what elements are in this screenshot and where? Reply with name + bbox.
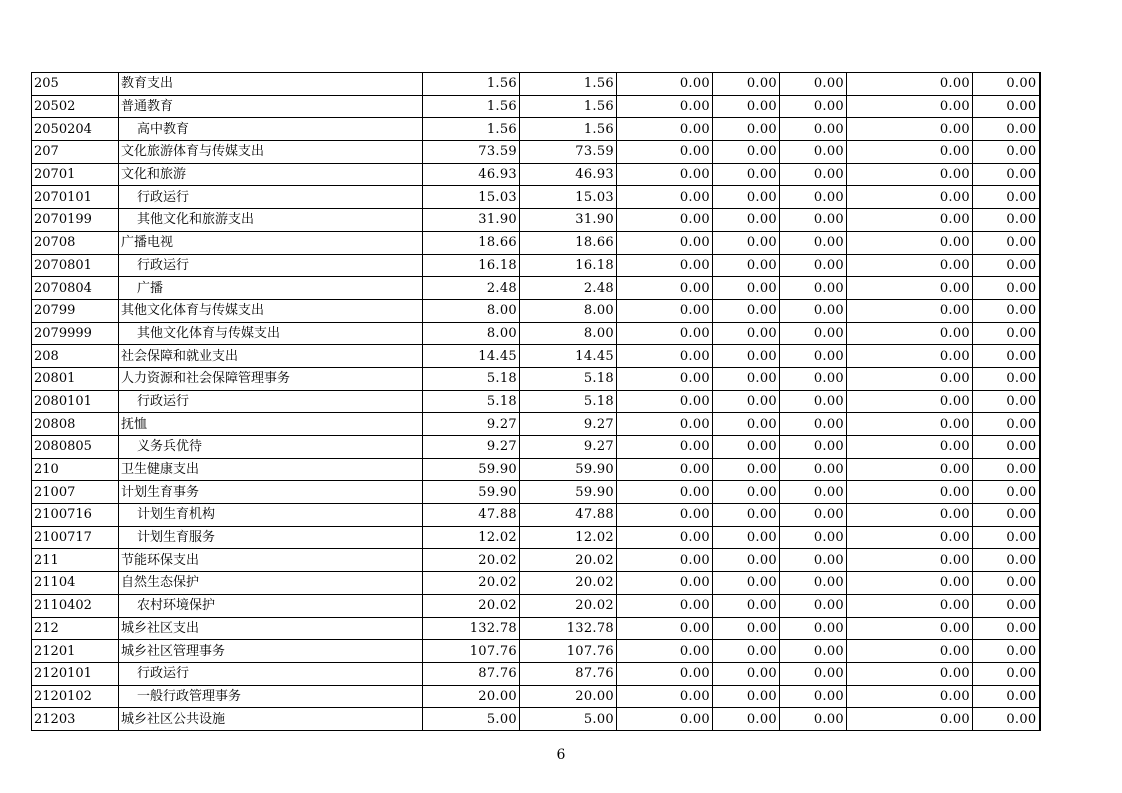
amount-cell: 15.03 [520, 186, 617, 209]
subject-name-cell: 广播电视 [119, 231, 423, 254]
subject-code-cell: 212 [32, 617, 119, 640]
amount-cell: 0.00 [973, 549, 1040, 572]
amount-cell: 0.00 [780, 549, 847, 572]
subject-name-cell: 其他文化体育与传媒支出 [119, 322, 423, 345]
amount-cell: 0.00 [713, 299, 780, 322]
amount-cell: 0.00 [617, 118, 713, 141]
amount-cell: 0.00 [713, 458, 780, 481]
table-row [32, 504, 1040, 527]
amount-cell: 0.00 [780, 73, 847, 96]
budget-table-container [31, 72, 1041, 731]
amount-cell: 73.59 [423, 141, 520, 164]
amount-cell: 8.00 [423, 299, 520, 322]
amount-cell: 0.00 [713, 231, 780, 254]
amount-cell: 0.00 [847, 436, 973, 459]
table-row [32, 186, 1040, 209]
subject-name-cell: 文化和旅游 [119, 163, 423, 186]
subject-code-cell: 2080101 [32, 390, 119, 413]
amount-cell: 0.00 [973, 640, 1040, 663]
amount-cell: 0.00 [780, 209, 847, 232]
amount-cell: 1.56 [423, 73, 520, 96]
subject-name-cell: 教育支出 [119, 73, 423, 96]
amount-cell: 107.76 [520, 640, 617, 663]
amount-cell: 0.00 [847, 95, 973, 118]
amount-cell: 0.00 [713, 708, 780, 731]
amount-cell: 0.00 [847, 254, 973, 277]
amount-cell: 31.90 [423, 209, 520, 232]
amount-cell: 0.00 [713, 390, 780, 413]
subject-code-cell: 20801 [32, 367, 119, 390]
amount-cell: 0.00 [780, 277, 847, 300]
amount-cell: 0.00 [780, 254, 847, 277]
amount-cell: 0.00 [973, 458, 1040, 481]
table-row [32, 458, 1040, 481]
subject-code-cell: 2100717 [32, 526, 119, 549]
amount-cell: 0.00 [973, 367, 1040, 390]
amount-cell: 0.00 [713, 685, 780, 708]
amount-cell: 0.00 [713, 413, 780, 436]
amount-cell: 8.00 [423, 322, 520, 345]
amount-cell: 5.18 [423, 390, 520, 413]
subject-name-cell: 城乡社区公共设施 [119, 708, 423, 731]
amount-cell: 0.00 [973, 617, 1040, 640]
amount-cell: 0.00 [617, 504, 713, 527]
amount-cell: 0.00 [973, 594, 1040, 617]
amount-cell: 0.00 [973, 708, 1040, 731]
subject-code-cell: 205 [32, 73, 119, 96]
amount-cell: 0.00 [847, 209, 973, 232]
subject-name-cell: 节能环保支出 [119, 549, 423, 572]
amount-cell: 47.88 [423, 504, 520, 527]
table-row [32, 277, 1040, 300]
amount-cell: 0.00 [973, 73, 1040, 96]
table-row [32, 118, 1040, 141]
amount-cell: 0.00 [780, 231, 847, 254]
amount-cell: 8.00 [520, 322, 617, 345]
amount-cell: 0.00 [617, 594, 713, 617]
amount-cell: 0.00 [780, 685, 847, 708]
subject-code-cell: 207 [32, 141, 119, 164]
table-row [32, 322, 1040, 345]
amount-cell: 18.66 [520, 231, 617, 254]
amount-cell: 0.00 [973, 231, 1040, 254]
amount-cell: 0.00 [973, 299, 1040, 322]
amount-cell: 0.00 [713, 254, 780, 277]
subject-name-cell: 高中教育 [119, 118, 423, 141]
amount-cell: 46.93 [423, 163, 520, 186]
amount-cell: 0.00 [713, 526, 780, 549]
table-row [32, 662, 1040, 685]
amount-cell: 0.00 [713, 640, 780, 663]
amount-cell: 0.00 [973, 345, 1040, 368]
table-row [32, 685, 1040, 708]
amount-cell: 0.00 [847, 685, 973, 708]
amount-cell: 0.00 [780, 526, 847, 549]
amount-cell: 0.00 [713, 186, 780, 209]
subject-name-cell: 人力资源和社会保障管理事务 [119, 367, 423, 390]
subject-code-cell: 2070199 [32, 209, 119, 232]
amount-cell: 0.00 [713, 277, 780, 300]
subject-name-cell: 行政运行 [119, 390, 423, 413]
amount-cell: 0.00 [780, 572, 847, 595]
subject-name-cell: 抚恤 [119, 413, 423, 436]
subject-code-cell: 20502 [32, 95, 119, 118]
amount-cell: 0.00 [973, 163, 1040, 186]
amount-cell: 0.00 [780, 390, 847, 413]
amount-cell: 0.00 [617, 390, 713, 413]
table-row [32, 390, 1040, 413]
subject-code-cell: 20808 [32, 413, 119, 436]
subject-name-cell: 社会保障和就业支出 [119, 345, 423, 368]
subject-name-cell: 普通教育 [119, 95, 423, 118]
amount-cell: 0.00 [713, 617, 780, 640]
table-row [32, 549, 1040, 572]
amount-cell: 0.00 [617, 163, 713, 186]
subject-code-cell: 21007 [32, 481, 119, 504]
amount-cell: 47.88 [520, 504, 617, 527]
subject-code-cell: 20799 [32, 299, 119, 322]
amount-cell: 0.00 [780, 436, 847, 459]
amount-cell: 0.00 [847, 662, 973, 685]
amount-cell: 18.66 [423, 231, 520, 254]
table-row [32, 73, 1040, 96]
amount-cell: 0.00 [847, 617, 973, 640]
amount-cell: 15.03 [423, 186, 520, 209]
subject-code-cell: 2070804 [32, 277, 119, 300]
amount-cell: 0.00 [617, 526, 713, 549]
amount-cell: 5.00 [423, 708, 520, 731]
amount-cell: 12.02 [520, 526, 617, 549]
amount-cell: 0.00 [713, 118, 780, 141]
amount-cell: 0.00 [847, 322, 973, 345]
amount-cell: 14.45 [423, 345, 520, 368]
table-row [32, 345, 1040, 368]
amount-cell: 14.45 [520, 345, 617, 368]
amount-cell: 59.90 [423, 458, 520, 481]
amount-cell: 0.00 [847, 390, 973, 413]
amount-cell: 0.00 [617, 367, 713, 390]
amount-cell: 0.00 [973, 141, 1040, 164]
amount-cell: 1.56 [423, 95, 520, 118]
amount-cell: 0.00 [780, 708, 847, 731]
table-body [32, 73, 1040, 731]
amount-cell: 0.00 [617, 141, 713, 164]
amount-cell: 20.02 [423, 594, 520, 617]
amount-cell: 0.00 [973, 413, 1040, 436]
subject-code-cell: 208 [32, 345, 119, 368]
amount-cell: 0.00 [780, 594, 847, 617]
subject-name-cell: 行政运行 [119, 254, 423, 277]
amount-cell: 0.00 [847, 367, 973, 390]
amount-cell: 20.00 [520, 685, 617, 708]
subject-code-cell: 21201 [32, 640, 119, 663]
amount-cell: 0.00 [617, 73, 713, 96]
amount-cell: 0.00 [713, 436, 780, 459]
amount-cell: 0.00 [973, 118, 1040, 141]
amount-cell: 0.00 [780, 481, 847, 504]
amount-cell: 0.00 [780, 163, 847, 186]
amount-cell: 0.00 [973, 186, 1040, 209]
subject-name-cell: 行政运行 [119, 662, 423, 685]
amount-cell: 0.00 [973, 504, 1040, 527]
table-row [32, 436, 1040, 459]
table-row [32, 481, 1040, 504]
amount-cell: 0.00 [713, 662, 780, 685]
amount-cell: 59.90 [423, 481, 520, 504]
subject-code-cell: 2070801 [32, 254, 119, 277]
amount-cell: 0.00 [780, 617, 847, 640]
amount-cell: 0.00 [847, 141, 973, 164]
subject-code-cell: 2079999 [32, 322, 119, 345]
amount-cell: 16.18 [520, 254, 617, 277]
amount-cell: 0.00 [847, 231, 973, 254]
amount-cell: 0.00 [713, 141, 780, 164]
amount-cell: 0.00 [973, 322, 1040, 345]
subject-code-cell: 20701 [32, 163, 119, 186]
subject-code-cell: 2120102 [32, 685, 119, 708]
amount-cell: 0.00 [847, 73, 973, 96]
amount-cell: 5.00 [520, 708, 617, 731]
subject-code-cell: 2050204 [32, 118, 119, 141]
amount-cell: 59.90 [520, 458, 617, 481]
amount-cell: 0.00 [780, 640, 847, 663]
amount-cell: 73.59 [520, 141, 617, 164]
amount-cell: 0.00 [780, 662, 847, 685]
amount-cell: 0.00 [713, 594, 780, 617]
amount-cell: 0.00 [780, 367, 847, 390]
subject-code-cell: 2070101 [32, 186, 119, 209]
amount-cell: 0.00 [973, 526, 1040, 549]
amount-cell: 12.02 [423, 526, 520, 549]
amount-cell: 132.78 [423, 617, 520, 640]
amount-cell: 1.56 [520, 118, 617, 141]
table-row [32, 254, 1040, 277]
amount-cell: 9.27 [423, 413, 520, 436]
table-row [32, 572, 1040, 595]
amount-cell: 0.00 [847, 572, 973, 595]
amount-cell: 1.56 [520, 73, 617, 96]
amount-cell: 0.00 [973, 572, 1040, 595]
subject-code-cell: 2080805 [32, 436, 119, 459]
amount-cell: 5.18 [423, 367, 520, 390]
amount-cell: 0.00 [973, 481, 1040, 504]
amount-cell: 0.00 [847, 504, 973, 527]
amount-cell: 0.00 [780, 458, 847, 481]
amount-cell: 0.00 [847, 526, 973, 549]
amount-cell: 0.00 [780, 118, 847, 141]
amount-cell: 0.00 [847, 413, 973, 436]
amount-cell: 0.00 [713, 504, 780, 527]
amount-cell: 5.18 [520, 367, 617, 390]
table-row [32, 209, 1040, 232]
amount-cell: 0.00 [617, 436, 713, 459]
amount-cell: 0.00 [617, 458, 713, 481]
subject-name-cell: 城乡社区支出 [119, 617, 423, 640]
amount-cell: 0.00 [617, 322, 713, 345]
amount-cell: 0.00 [780, 95, 847, 118]
amount-cell: 16.18 [423, 254, 520, 277]
amount-cell: 1.56 [520, 95, 617, 118]
subject-name-cell: 其他文化和旅游支出 [119, 209, 423, 232]
amount-cell: 0.00 [617, 413, 713, 436]
page-number: 6 [556, 747, 566, 763]
amount-cell: 0.00 [713, 209, 780, 232]
subject-name-cell: 卫生健康支出 [119, 458, 423, 481]
table-row [32, 640, 1040, 663]
amount-cell: 0.00 [617, 299, 713, 322]
subject-name-cell: 行政运行 [119, 186, 423, 209]
amount-cell: 9.27 [423, 436, 520, 459]
amount-cell: 0.00 [973, 277, 1040, 300]
subject-code-cell: 21203 [32, 708, 119, 731]
table-row [32, 231, 1040, 254]
subject-code-cell: 2100716 [32, 504, 119, 527]
amount-cell: 87.76 [520, 662, 617, 685]
amount-cell: 0.00 [973, 685, 1040, 708]
amount-cell: 0.00 [847, 549, 973, 572]
amount-cell: 0.00 [847, 640, 973, 663]
amount-cell: 0.00 [847, 708, 973, 731]
amount-cell: 0.00 [617, 708, 713, 731]
amount-cell: 0.00 [847, 163, 973, 186]
subject-code-cell: 211 [32, 549, 119, 572]
subject-name-cell: 计划生育服务 [119, 526, 423, 549]
amount-cell: 0.00 [780, 141, 847, 164]
amount-cell: 0.00 [780, 504, 847, 527]
subject-code-cell: 20708 [32, 231, 119, 254]
amount-cell: 0.00 [973, 95, 1040, 118]
amount-cell: 0.00 [617, 662, 713, 685]
subject-name-cell: 计划生育事务 [119, 481, 423, 504]
table-row [32, 617, 1040, 640]
amount-cell: 132.78 [520, 617, 617, 640]
amount-cell: 0.00 [847, 481, 973, 504]
amount-cell: 0.00 [617, 186, 713, 209]
amount-cell: 0.00 [847, 118, 973, 141]
amount-cell: 0.00 [713, 73, 780, 96]
amount-cell: 0.00 [847, 186, 973, 209]
amount-cell: 2.48 [423, 277, 520, 300]
table-row [32, 367, 1040, 390]
amount-cell: 0.00 [973, 254, 1040, 277]
amount-cell: 0.00 [713, 345, 780, 368]
amount-cell: 0.00 [617, 209, 713, 232]
amount-cell: 0.00 [617, 549, 713, 572]
table-row [32, 95, 1040, 118]
amount-cell: 0.00 [617, 231, 713, 254]
subject-code-cell: 210 [32, 458, 119, 481]
amount-cell: 0.00 [847, 277, 973, 300]
amount-cell: 0.00 [713, 322, 780, 345]
amount-cell: 0.00 [713, 481, 780, 504]
amount-cell: 0.00 [847, 594, 973, 617]
amount-cell: 0.00 [780, 186, 847, 209]
subject-code-cell: 2120101 [32, 662, 119, 685]
table-row [32, 526, 1040, 549]
amount-cell: 9.27 [520, 436, 617, 459]
subject-name-cell: 其他文化体育与传媒支出 [119, 299, 423, 322]
amount-cell: 0.00 [847, 299, 973, 322]
amount-cell: 1.56 [423, 118, 520, 141]
amount-cell: 0.00 [973, 390, 1040, 413]
amount-cell: 0.00 [780, 345, 847, 368]
amount-cell: 0.00 [617, 254, 713, 277]
table-row [32, 163, 1040, 186]
subject-name-cell: 城乡社区管理事务 [119, 640, 423, 663]
amount-cell: 59.90 [520, 481, 617, 504]
amount-cell: 0.00 [617, 617, 713, 640]
amount-cell: 0.00 [713, 163, 780, 186]
subject-name-cell: 农村环境保护 [119, 594, 423, 617]
amount-cell: 0.00 [780, 322, 847, 345]
amount-cell: 0.00 [847, 458, 973, 481]
amount-cell: 20.02 [520, 549, 617, 572]
amount-cell: 0.00 [617, 95, 713, 118]
amount-cell: 0.00 [780, 413, 847, 436]
table-row [32, 141, 1040, 164]
amount-cell: 0.00 [617, 481, 713, 504]
amount-cell: 0.00 [617, 685, 713, 708]
amount-cell: 0.00 [617, 572, 713, 595]
table-row [32, 594, 1040, 617]
amount-cell: 107.76 [423, 640, 520, 663]
amount-cell: 20.02 [520, 594, 617, 617]
amount-cell: 0.00 [617, 640, 713, 663]
subject-name-cell: 文化旅游体育与传媒支出 [119, 141, 423, 164]
subject-code-cell: 21104 [32, 572, 119, 595]
subject-name-cell: 计划生育机构 [119, 504, 423, 527]
amount-cell: 2.48 [520, 277, 617, 300]
amount-cell: 5.18 [520, 390, 617, 413]
amount-cell: 0.00 [713, 95, 780, 118]
amount-cell: 0.00 [973, 662, 1040, 685]
table-row [32, 413, 1040, 436]
subject-name-cell: 广播 [119, 277, 423, 300]
amount-cell: 8.00 [520, 299, 617, 322]
amount-cell: 87.76 [423, 662, 520, 685]
amount-cell: 0.00 [713, 572, 780, 595]
amount-cell: 0.00 [847, 345, 973, 368]
amount-cell: 0.00 [713, 367, 780, 390]
subject-name-cell: 自然生态保护 [119, 572, 423, 595]
subject-name-cell: 义务兵优待 [119, 436, 423, 459]
amount-cell: 0.00 [713, 549, 780, 572]
amount-cell: 20.00 [423, 685, 520, 708]
budget-table [31, 72, 1041, 731]
amount-cell: 0.00 [617, 277, 713, 300]
amount-cell: 9.27 [520, 413, 617, 436]
table-row [32, 708, 1040, 731]
subject-name-cell: 一般行政管理事务 [119, 685, 423, 708]
subject-code-cell: 2110402 [32, 594, 119, 617]
amount-cell: 20.02 [423, 549, 520, 572]
amount-cell: 20.02 [423, 572, 520, 595]
amount-cell: 0.00 [780, 299, 847, 322]
table-row [32, 299, 1040, 322]
amount-cell: 0.00 [973, 436, 1040, 459]
amount-cell: 0.00 [617, 345, 713, 368]
amount-cell: 20.02 [520, 572, 617, 595]
amount-cell: 31.90 [520, 209, 617, 232]
amount-cell: 46.93 [520, 163, 617, 186]
amount-cell: 0.00 [973, 209, 1040, 232]
